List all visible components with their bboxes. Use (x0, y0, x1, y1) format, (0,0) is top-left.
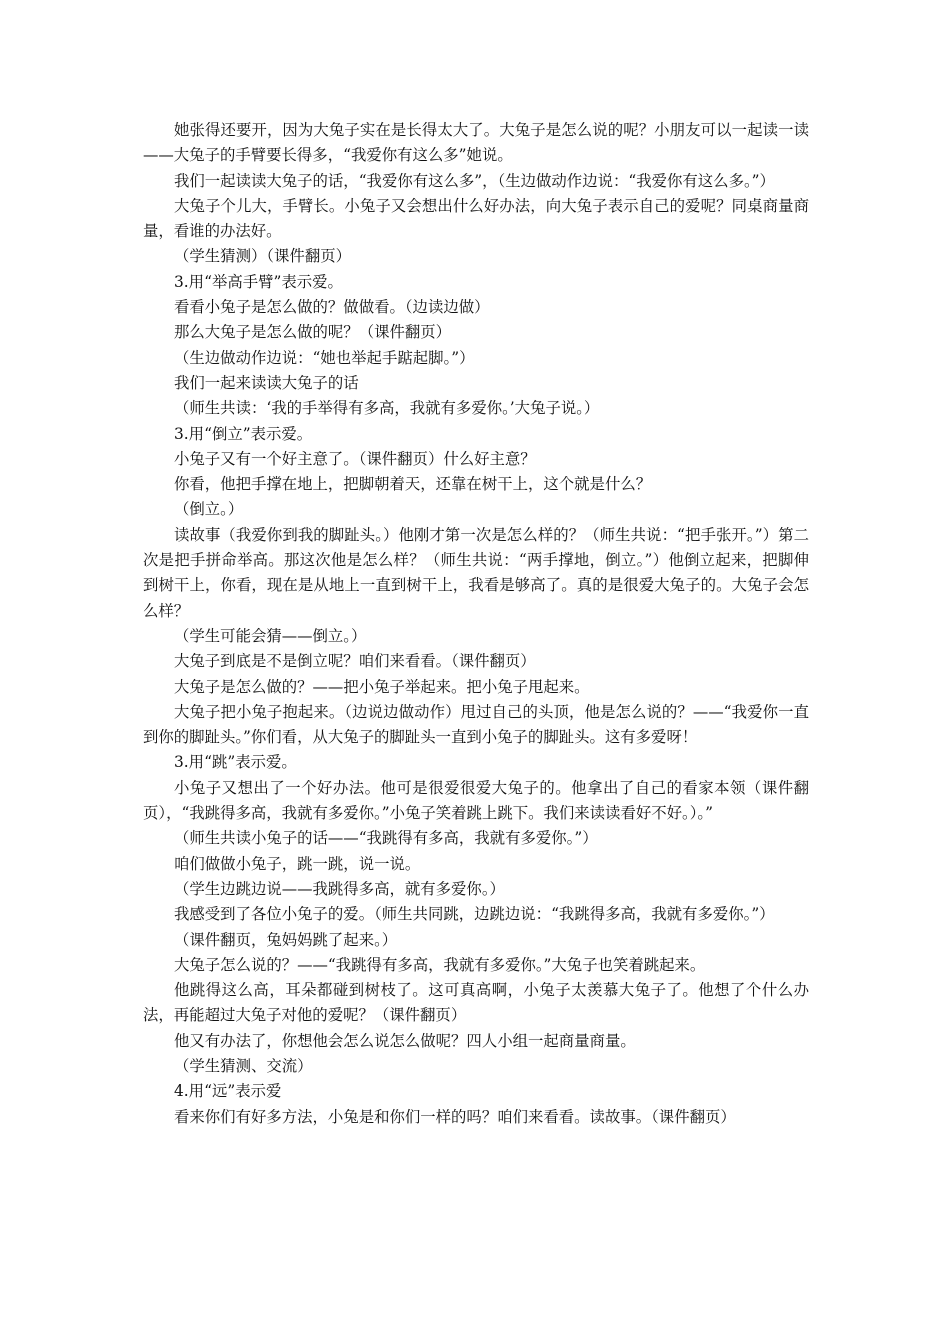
paragraph: 读故事（我爱你到我的脚趾头。）他刚才第一次是怎么样的？（师生共说：“把手张开。”）第二次是把手拼命举高。那这次他是怎么样？（师生共说：“两手撑地，倒立。”）他倒立起来，把脚伸到树干上，你看，现在是从地上一直到树干上，我看是够高了。真的是很爱大兔子的。大兔子会怎么样？ (143, 525, 809, 620)
paragraph: （师生共读小兔子的话——“我跳得有多高，我就有多爱你。”） (174, 829, 598, 848)
paragraph: 那么大兔子是怎么做的呢？（课件翻页） (174, 323, 452, 342)
paragraph: 大兔子个儿大，手臂长。小兔子又会想出什么好办法，向大兔子表示自己的爱呢？同桌商量商量，看谁的办法好。 (143, 196, 809, 241)
paragraph: 看看小兔子是怎么做的？做做看。（边读边做） (174, 298, 490, 317)
paragraph: 大兔子把小兔子抱起来。（边说边做动作）甩过自己的头顶，他是怎么说的？——“我爱你一直到你的脚趾头。”你们看，从大兔子的脚趾头一直到小兔子的脚趾头。这有多爱呀！ (143, 702, 809, 747)
paragraph: （师生共读：‘我的手举得有多高，我就有多爱你。’大兔子说。） (174, 399, 600, 418)
paragraph: 他跳得这么高，耳朵都碰到树枝了。这可真高啊，小兔子太羡慕大兔子了。他想了个什么办法，再能超过大兔子对他的爱呢？（课件翻页） (143, 981, 809, 1025)
paragraph: 看来你们有好多方法，小兔是和你们一样的吗？咱们来看看。读故事。（课件翻页） (174, 1107, 736, 1126)
paragraph: 我们一起读读大兔子的话，“我爱你有这么多”，（生边做动作边说：“我爱你有这么多。”） (174, 171, 775, 190)
paragraph: 大兔子到底是不是倒立呢？咱们来看看。（课件翻页） (174, 652, 536, 671)
paragraph: （学生猜测）（课件翻页） (174, 247, 351, 266)
paragraph: （生边做动作边说：“她也举起手踮起脚。”） (174, 348, 475, 367)
section-heading: 4.用“远”表示爱 (174, 1082, 282, 1101)
paragraph: 我感受到了各位小兔子的爱。（师生共同跳，边跳边说：“我跳得多高，我就有多爱你。”） (174, 905, 775, 924)
paragraph: 大兔子怎么说的？——“我跳得有多高，我就有多爱你。”大兔子也笑着跳起来。 (174, 955, 706, 974)
paragraph: 我们一起来读读大兔子的话 (174, 373, 359, 392)
paragraph: 小兔子又有一个好主意了。（课件翻页）什么好主意？ (174, 449, 536, 468)
paragraph: （课件翻页，兔妈妈跳了起来。） (174, 930, 398, 949)
section-heading: 3.用“倒立”表示爱。 (174, 424, 313, 443)
section-heading: 3.用“举高手臂”表示爱。 (174, 272, 343, 291)
paragraph: 她张得还要开，因为大兔子实在是长得太大了。大兔子是怎么说的呢？小朋友可以一起读一读——大兔子的手臂要长得多，“我爱你有这么多”她说。 (143, 121, 809, 165)
section-heading: 3.用“跳”表示爱。 (174, 753, 297, 772)
document-page (143, 118, 809, 1130)
paragraph: 咱们做做小兔子，跳一跳，说一说。 (174, 854, 421, 873)
paragraph: 你看，他把手撑在地上，把脚朝着天，还靠在树干上，这个就是什么？ (174, 475, 652, 494)
paragraph: （倒立。） (174, 500, 244, 519)
paragraph: 小兔子又想出了一个好办法。他可是很爱很爱大兔子的。他拿出了自己的看家本领（课件翻页），“我跳得多高，我就有多爱你。”小兔子笑着跳上跳下。我们来读读看好不好。）。” (143, 778, 809, 823)
paragraph: （学生边跳边说——我跳得多高，就有多爱你。） (174, 879, 505, 898)
paragraph: 他又有办法了，你想他会怎么说怎么做呢？四人小组一起商量商量。 (174, 1031, 636, 1050)
paragraph: 大兔子是怎么做的？——把小兔子举起来。把小兔子甩起来。 (174, 677, 590, 696)
paragraph: （学生猜测、交流） (174, 1056, 313, 1075)
paragraph: （学生可能会猜——倒立。） (174, 626, 367, 645)
